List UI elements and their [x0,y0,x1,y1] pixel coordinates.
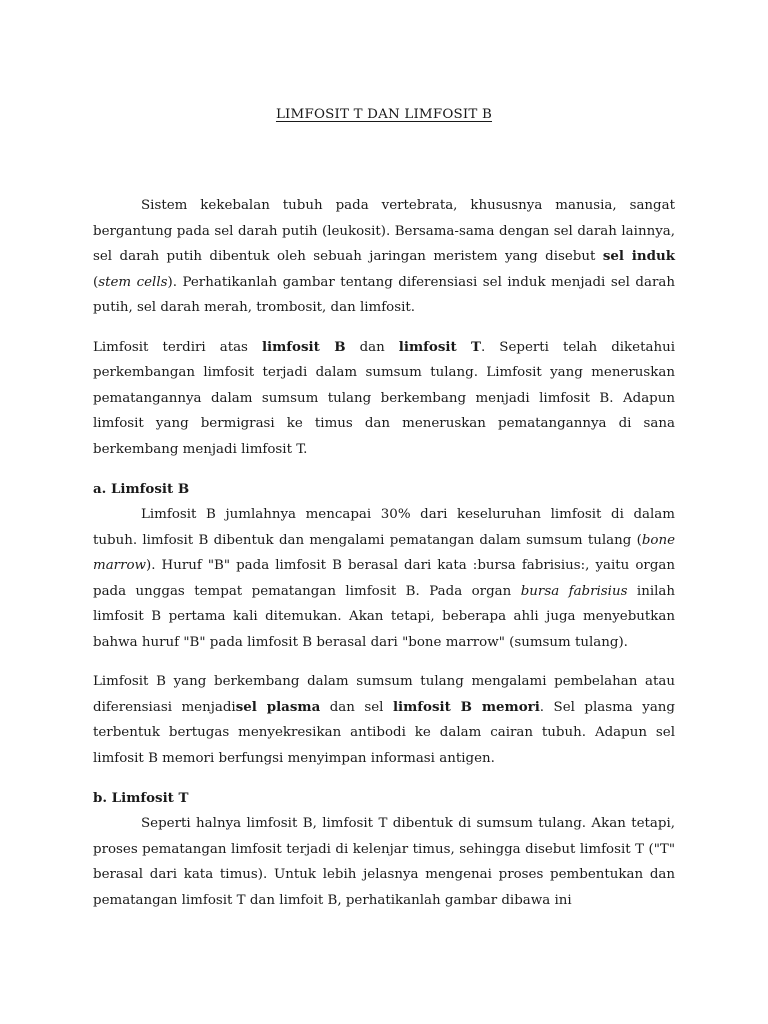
section-b-paragraph-1: Seperti halnya limfosit B, limfosit T dibentuk di sumsum tulang. Akan tetapi, proses pematangan limfosit terjadi di kelenjar timus, sehingga disebut limfosit T ("T" berasal dari kata timus). Untuk lebih jelasnya mengenai proses pembentukan dan pematangan limfosit T dan limfoit B, perhatikanlah gambar dibawa ini [93,816,675,908]
text-run: dan sel [320,699,393,715]
lymphocyte-paragraph [93,335,675,463]
italic-term: bursa fabrisius [520,583,628,599]
text-run: . Sel plasma yang terbentuk bertugas menyekresikan antibodi ke dalam cairan tubuh. Adapun sel limfosit B memori berfungsi menyimpan informasi antigen. [93,699,675,766]
section-a-paragraph-1 [93,502,675,655]
italic-term: bone marrow [93,532,675,573]
section-b-heading: b. Limfosit T [93,790,189,806]
text-run: . Seperti telah diketahui perkembangan limfosit terjadi dalam sumsum tulang. Limfosit yang meneruskan pematangannya dalam sumsum tulang berkembang menjadi limfosit B. Adapun limfosit yang bermigrasi ke timus dan meneruskan pematangannya di sana berkembang menjadi limfosit T. [93,339,675,457]
text-run: Sistem kekebalan tubuh pada vertebrata, khususnya manusia, sangat bergantung pada sel darah putih (leukosit). Bersama-sama dengan sel darah lainnya, sel darah putih dibentuk oleh sebuah jaringan meristem yang disebut [93,198,675,264]
section-a-paragraph-2 [93,669,675,771]
bold-term: limfosit B [261,338,346,355]
text-run: Limfosit B yang berkembang dalam sumsum tulang mengalami pembelahan atau diferensiasi menjadi [93,674,675,715]
intro-paragraph [93,193,675,321]
italic-term: stem cells [98,274,168,290]
bold-term: limfosit T [398,338,482,355]
section-a-heading: a. Limfosit B [93,481,190,497]
text-run: ( [93,274,99,290]
text-run: ). Perhatikanlah gambar tentang diferensiasi sel induk menjadi sel darah putih, sel darah merah, trombosit, dan limfosit. [93,274,675,315]
text-run: dan [345,339,399,355]
document-title: LIMFOSIT T DAN LIMFOSIT B [275,107,493,122]
bold-term: limfosit B memori [392,698,540,715]
text-run: Limfosit terdiri atas [93,339,262,355]
text-run: ). Huruf "B" pada limfosit B berasal dari kata :bursa fabrisius:, yaitu organ pada unggas tempat pematangan limfosit B. Pada organ [93,558,675,599]
bold-term: sel plasma [235,698,321,715]
text-run: inilah limfosit B pertama kali ditemukan. Akan tetapi, beberapa ahli juga menyebutkan bahwa huruf "B" pada limfosit B berasal dari "bone marrow" (sumsum tulang). [93,583,675,650]
text-run: Limfosit B jumlahnya mencapai 30% dari keseluruhan limfosit di dalam tubuh. limfosit B dibentuk dan mengalami pematangan dalam sumsum tulang ( [93,507,675,548]
bold-term: sel induk [602,248,675,264]
